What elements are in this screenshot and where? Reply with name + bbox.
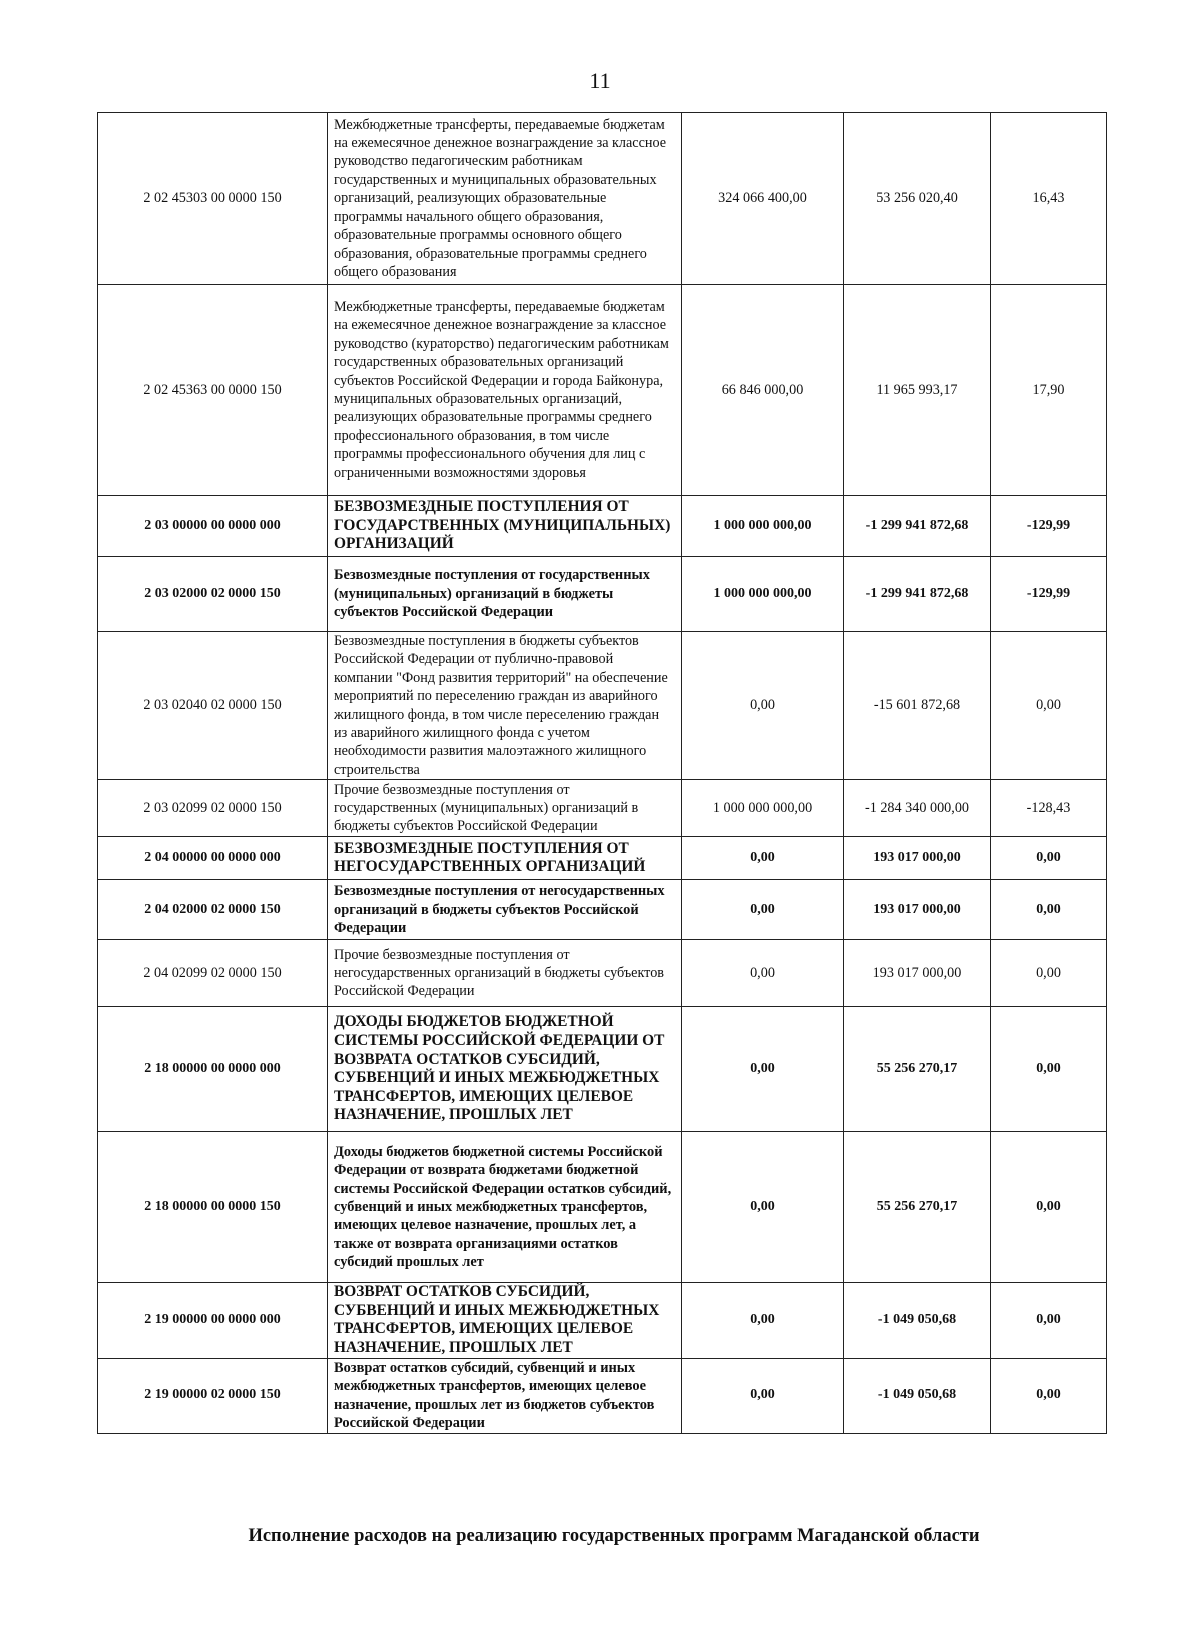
kbk-code: 2 19 00000 02 0000 150	[98, 1358, 328, 1433]
fact-amount: 11 965 993,17	[844, 285, 991, 496]
plan-amount: 0,00	[682, 1132, 844, 1283]
table-row	[98, 557, 1107, 632]
fact-amount: -15 601 872,68	[844, 632, 991, 780]
fact-amount: -1 049 050,68	[844, 1283, 991, 1358]
fact-amount: -1 049 050,68	[844, 1358, 991, 1433]
plan-amount: 0,00	[682, 1007, 844, 1132]
kbk-code: 2 02 45363 00 0000 150	[98, 285, 328, 496]
fact-amount: 55 256 270,17	[844, 1132, 991, 1283]
table-row	[98, 880, 1107, 940]
fact-amount: 53 256 020,40	[844, 113, 991, 285]
plan-amount: 66 846 000,00	[682, 285, 844, 496]
execution-percent: 0,00	[991, 880, 1107, 940]
row-description: Прочие безвозмездные поступления от негосударственных организаций в бюджеты субъектов Российской Федерации	[328, 940, 682, 1007]
table-row	[98, 1358, 1107, 1433]
fact-amount: 193 017 000,00	[844, 940, 991, 1007]
plan-amount: 1 000 000 000,00	[682, 496, 844, 557]
execution-percent: 0,00	[991, 1283, 1107, 1358]
execution-percent: -129,99	[991, 557, 1107, 632]
execution-percent: 0,00	[991, 632, 1107, 780]
row-description: Безвозмездные поступления от государственных (муниципальных) организаций в бюджеты субъектов Российской Федерации	[328, 557, 682, 632]
table-row	[98, 1132, 1107, 1283]
fact-amount: -1 299 941 872,68	[844, 557, 991, 632]
execution-percent: 0,00	[991, 1132, 1107, 1283]
execution-percent: 0,00	[991, 837, 1107, 880]
section-title: Исполнение расходов на реализацию государственных программ Магаданской области	[248, 1526, 980, 1546]
execution-percent: -129,99	[991, 496, 1107, 557]
kbk-code: 2 04 02099 02 0000 150	[98, 940, 328, 1007]
plan-amount: 1 000 000 000,00	[682, 557, 844, 632]
execution-percent: 17,90	[991, 285, 1107, 496]
row-description: Возврат остатков субсидий, субвенций и иных межбюджетных трансфертов, имеющих целевое назначение, прошлых лет из бюджетов субъектов Российской Федерации	[328, 1358, 682, 1433]
row-description: Прочие безвозмездные поступления от государственных (муниципальных) организаций в бюджеты субъектов Российской Федерации	[328, 780, 682, 837]
table-row	[98, 285, 1107, 496]
plan-amount: 0,00	[682, 1358, 844, 1433]
table-row	[98, 780, 1107, 837]
row-description: БЕЗВОЗМЕЗДНЫЕ ПОСТУПЛЕНИЯ ОТ НЕГОСУДАРСТВЕННЫХ ОРГАНИЗАЦИЙ	[328, 837, 682, 880]
row-description: Межбюджетные трансферты, передаваемые бюджетам на ежемесячное денежное вознаграждение за классное руководство педагогическим работникам государственных и муниципальных образовательных организаций, реализующих образовательные программы начального общего образования, образовательные программы основного общего образования, образовательные программы среднего общего образования	[328, 113, 682, 285]
kbk-code: 2 02 45303 00 0000 150	[98, 113, 328, 285]
budget-table	[97, 112, 1107, 1434]
kbk-code: 2 04 00000 00 0000 000	[98, 837, 328, 880]
plan-amount: 0,00	[682, 880, 844, 940]
kbk-code: 2 03 02000 02 0000 150	[98, 557, 328, 632]
fact-amount: 193 017 000,00	[844, 880, 991, 940]
fact-amount: -1 299 941 872,68	[844, 496, 991, 557]
row-description: ДОХОДЫ БЮДЖЕТОВ БЮДЖЕТНОЙ СИСТЕМЫ РОССИЙСКОЙ ФЕДЕРАЦИИ ОТ ВОЗВРАТА ОСТАТКОВ СУБСИДИЙ, СУБВЕНЦИЙ И ИНЫХ МЕЖБЮДЖЕТНЫХ ТРАНСФЕРТОВ, ИМЕЮЩИХ ЦЕЛЕВОЕ НАЗНАЧЕНИЕ, ПРОШЛЫХ ЛЕТ	[328, 1007, 682, 1132]
fact-amount: 193 017 000,00	[844, 837, 991, 880]
kbk-code: 2 03 02099 02 0000 150	[98, 780, 328, 837]
budget-table-body	[98, 113, 1107, 1434]
row-description: Безвозмездные поступления в бюджеты субъектов Российской Федерации от публично-правовой компании "Фонд развития территорий" на обеспечение мероприятий по переселению граждан из аварийного жилищного фонда, в том числе переселению граждан из аварийного жилищного фонда с учетом необходимости развития малоэтажного жилищного строительства	[328, 632, 682, 780]
kbk-code: 2 03 00000 00 0000 000	[98, 496, 328, 557]
kbk-code: 2 18 00000 00 0000 000	[98, 1007, 328, 1132]
page-number: 11	[589, 68, 611, 93]
execution-percent: -128,43	[991, 780, 1107, 837]
row-description: БЕЗВОЗМЕЗДНЫЕ ПОСТУПЛЕНИЯ ОТ ГОСУДАРСТВЕННЫХ (МУНИЦИПАЛЬНЫХ) ОРГАНИЗАЦИЙ	[328, 496, 682, 557]
table-row	[98, 632, 1107, 780]
plan-amount: 324 066 400,00	[682, 113, 844, 285]
plan-amount: 0,00	[682, 1283, 844, 1358]
kbk-code: 2 03 02040 02 0000 150	[98, 632, 328, 780]
plan-amount: 0,00	[682, 632, 844, 780]
row-description: Безвозмездные поступления от негосударственных организаций в бюджеты субъектов Российской Федерации	[328, 880, 682, 940]
table-row	[98, 1007, 1107, 1132]
row-description: ВОЗВРАТ ОСТАТКОВ СУБСИДИЙ, СУБВЕНЦИЙ И ИНЫХ МЕЖБЮДЖЕТНЫХ ТРАНСФЕРТОВ, ИМЕЮЩИХ ЦЕЛЕВОЕ НАЗНАЧЕНИЕ, ПРОШЛЫХ ЛЕТ	[328, 1283, 682, 1358]
table-row	[98, 1283, 1107, 1358]
execution-percent: 0,00	[991, 940, 1107, 1007]
kbk-code: 2 19 00000 00 0000 000	[98, 1283, 328, 1358]
table-row	[98, 837, 1107, 880]
table-row	[98, 940, 1107, 1007]
plan-amount: 0,00	[682, 940, 844, 1007]
plan-amount: 1 000 000 000,00	[682, 780, 844, 837]
fact-amount: 55 256 270,17	[844, 1007, 991, 1132]
execution-percent: 16,43	[991, 113, 1107, 285]
row-description: Межбюджетные трансферты, передаваемые бюджетам на ежемесячное денежное вознаграждение за классное руководство (кураторство) педагогическим работникам государственных образовательных организаций субъектов Российской Федерации и города Байконура, муниципальных образовательных организаций, реализующих образовательные программы среднего профессионального образования, в том числе программы профессионального обучения для лиц с ограниченными возможностями здоровья	[328, 285, 682, 496]
fact-amount: -1 284 340 000,00	[844, 780, 991, 837]
kbk-code: 2 18 00000 00 0000 150	[98, 1132, 328, 1283]
execution-percent: 0,00	[991, 1007, 1107, 1132]
plan-amount: 0,00	[682, 837, 844, 880]
kbk-code: 2 04 02000 02 0000 150	[98, 880, 328, 940]
row-description: Доходы бюджетов бюджетной системы Российской Федерации от возврата бюджетами бюджетной системы Российской Федерации остатков субсидий, субвенций и иных межбюджетных трансфертов, имеющих целевое назначение, прошлых лет, а также от возврата организациями остатков субсидий прошлых лет	[328, 1132, 682, 1283]
table-row	[98, 496, 1107, 557]
execution-percent: 0,00	[991, 1358, 1107, 1433]
table-row	[98, 113, 1107, 285]
